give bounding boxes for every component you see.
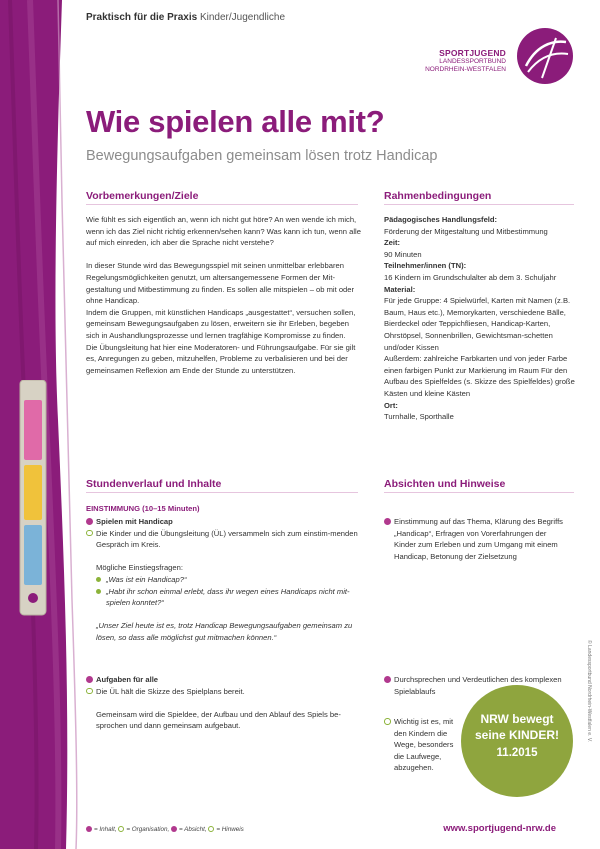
handlungsfeld-label: Pädagogisches Handlungsfeld: bbox=[384, 215, 498, 224]
badge-line1: NRW bewegt bbox=[480, 712, 554, 726]
organisation-bullet-icon bbox=[86, 530, 93, 537]
frage-text: „Habt ihr schon einmal erlebt, dass ihr wegen eines Handicaps nicht mit-spielen konntet?“ bbox=[106, 586, 350, 608]
material-list: Für jede Gruppe: 4 Spielwürfel, Karten mit Namen (z.B. Baum, Haus etc.), Memorykarten, verschiedene Bälle, Bierdeckel oder Teppichfliesen, Handicap-Karten, Ohrstöpsel, Sonnenbrillen, Gewichtsman-schetten und/oder Kissen bbox=[384, 296, 571, 352]
inhalt-item bbox=[86, 516, 366, 528]
inhalt-title: Aufgaben für alle bbox=[96, 675, 159, 684]
divider bbox=[86, 492, 358, 493]
hinweis-text: Wichtig ist es, mit den Kindern die Wege, besonders die Laufwege, abzugehen. bbox=[394, 717, 454, 773]
zeit-value: 90 Minuten bbox=[384, 249, 422, 259]
organisation-legend-icon bbox=[118, 826, 124, 832]
absicht-text: Durchsprechen und Verdeutlichen des komplexen Spielablaufs bbox=[394, 675, 562, 696]
rahmen-heading: Rahmenbedingungen bbox=[384, 190, 492, 202]
fragen-label: Mögliche Einstiegsfragen: bbox=[96, 563, 183, 573]
aufbau-text: Gemeinsam wird die Spieldee, der Aufbau und den Ablauf des Spiels be-sprochen und dann gemeinsam aufgebaut. bbox=[96, 709, 341, 731]
hinweis-legend-icon bbox=[208, 826, 214, 832]
vorbemerkungen-paragraph: Die Übungsleitung hat hier eine Moderatoren- und Führungsaufgabe. Für sie gilt es, Anregungen zu geben, mitzuhelfen, Probleme zu verbalisieren und bei der gemeinsamen Reflexion am Ende der Stunde zu unterstützen. bbox=[86, 342, 356, 375]
page-subtitle: Bewegungsaufgaben gemeinsam lösen trotz Handicap bbox=[86, 148, 438, 164]
organisation-item bbox=[86, 686, 366, 698]
legend-organisation: = Organisation, bbox=[126, 826, 170, 833]
legend-inhalt: = Inhalt, bbox=[94, 826, 117, 833]
copyright-note bbox=[584, 640, 592, 830]
divider bbox=[86, 204, 358, 205]
divider bbox=[384, 204, 574, 205]
stundenverlauf-block-1 bbox=[86, 516, 366, 644]
inhalt-title: Spielen mit Handicap bbox=[96, 517, 173, 526]
material-extra: Außerdem: zahlreiche Farbkarten und von jeder Farbe einen farbigen Punkt zur Markierung im Raum Für den Aufbau des Spielfeldes (s. Skizze des Spielfeldes) große Kästen und kleine Kästen bbox=[384, 354, 575, 398]
frage-item bbox=[96, 586, 366, 609]
absicht-legend-icon bbox=[171, 826, 177, 832]
absicht-text: Einstimmung auf das Thema, Klärung des Begriffs „Handicap“, Erfragen von Vorerfahrungen der Kinder zum Erleben und zum Umgang mit einem Handicap, Betonung der Zielsetzung bbox=[394, 517, 563, 561]
absicht-bullet-icon bbox=[384, 518, 391, 525]
vorbemerkungen-paragraph: Indem die Gruppen, mit künstlichen Handicaps „ausgestattet“, versuchen sollen, gemeinsam Bewegungsaufgaben zu lösen, erweitern sie ihr Erleben, begeben sich in Aushandlungsprozesse und lernen tragfähige Kompromisse zu finden. bbox=[86, 307, 356, 340]
series-target-group: Kinder/Jugendliche bbox=[199, 12, 286, 23]
legend bbox=[86, 826, 244, 833]
legend-hinweis: = Hinweis bbox=[216, 826, 244, 833]
stundenverlauf-block-2 bbox=[86, 674, 366, 732]
inhalt-legend-icon bbox=[86, 826, 92, 832]
rahmen-text bbox=[384, 214, 576, 423]
page-title: Wie spielen alle mit? bbox=[86, 104, 385, 139]
badge-slogan bbox=[461, 711, 573, 743]
absichten-heading: Absichten und Hinweise bbox=[384, 478, 506, 490]
organisation-bullet-icon bbox=[86, 688, 93, 695]
material-label: Material: bbox=[384, 284, 416, 294]
nrw-bewegt-badge bbox=[461, 685, 573, 797]
website-link[interactable]: www.sportjugend-nrw.de bbox=[443, 823, 556, 834]
stundenverlauf-heading: Stundenverlauf und Inhalte bbox=[86, 478, 222, 490]
vorbemerkungen-text bbox=[86, 214, 364, 376]
logo-line2: LANDESSPORTBUND bbox=[439, 58, 506, 65]
zeit-label: Zeit: bbox=[384, 238, 401, 248]
ziel-quote: „Unser Ziel heute ist es, trotz Handicap Bewegungsaufgaben gemeinsam zu lösen, so dass alle möglichst gut mitmachen können.“ bbox=[96, 621, 353, 642]
tn-value: 16 Kindern im Grundschulalter ab dem 3. Schuljahr bbox=[384, 272, 557, 282]
badge-line2: seine KINDER! bbox=[474, 728, 560, 742]
organisation-text: Die Kinder und die Übungsleitung (ÜL) versammeln sich zum einstim-menden Gespräch im Kreis. bbox=[96, 528, 358, 550]
organisation-text: Die ÜL hält die Skizze des Spielplans bereit. bbox=[96, 686, 245, 696]
absicht-entry bbox=[384, 516, 564, 562]
handlungsfeld-value: Förderung der Mitgestaltung und Mitbestimmung bbox=[384, 226, 548, 236]
inhalt-bullet-icon bbox=[86, 676, 93, 683]
legend-absicht: = Absicht, bbox=[178, 826, 207, 833]
inhalt-bullet-icon bbox=[86, 518, 93, 525]
logo-lsb-text bbox=[425, 58, 506, 74]
badge-date: 11.2015 bbox=[496, 747, 538, 759]
inhalt-item bbox=[86, 674, 366, 686]
praxis-tag-logo bbox=[14, 380, 54, 620]
vorbemerkungen-paragraph: Wie fühlt es sich eigentlich an, wenn ich nicht gut höre? An wen wende ich mich, wenn ich das Ziel nicht richtig erkennen/sehen kann? Was kann ich tun, wenn alle auf mich einreden, ich aber die Sprache nicht verstehe? bbox=[86, 215, 361, 248]
ort-value: Turnhalle, Sporthalle bbox=[384, 412, 454, 422]
absicht-bullet-icon bbox=[384, 676, 391, 683]
frage-bullet-icon bbox=[96, 589, 101, 594]
copyright-text: © Landessportbund Nordrhein-Westfalen e. V. bbox=[586, 640, 592, 743]
organisation-item bbox=[86, 528, 366, 551]
hinweis-bullet-icon bbox=[384, 718, 391, 725]
logo-sportjugend-text: SPORTJUGEND bbox=[439, 48, 506, 58]
absicht-item bbox=[384, 516, 564, 562]
divider bbox=[384, 492, 574, 493]
tn-label: Teilnehmer/innen (TN): bbox=[384, 261, 467, 271]
series-title: Praktisch für die Praxis bbox=[86, 12, 198, 23]
logo-line3: NORDRHEIN-WESTFALEN bbox=[425, 66, 506, 73]
einstimmung-label: EINSTIMMUNG (10–15 Minuten) bbox=[86, 504, 200, 513]
frage-bullet-icon bbox=[96, 577, 101, 582]
series-header bbox=[86, 12, 285, 23]
frage-item bbox=[96, 574, 366, 586]
hinweis-entry bbox=[384, 716, 460, 774]
frage-text: „Was ist ein Handicap?“ bbox=[106, 574, 187, 584]
vorbemerkungen-heading: Vorbemerkungen/Ziele bbox=[86, 190, 199, 202]
vorbemerkungen-paragraph: In dieser Stunde wird das Bewegungsspiel mit seinen unmittelbar erlebbaren Regelungsmöglichkeiten genutzt, um altersangemessene Formen der Mit-gestaltung und Mitbestimmung zu finden. Es sollen alle mitspielen – ob mit oder ohne Handicap. bbox=[86, 261, 355, 306]
ort-label: Ort: bbox=[384, 400, 398, 410]
sportjugend-logo bbox=[378, 26, 578, 86]
sportjugend-emblem-icon bbox=[512, 26, 578, 86]
hinweis-item bbox=[384, 716, 460, 774]
